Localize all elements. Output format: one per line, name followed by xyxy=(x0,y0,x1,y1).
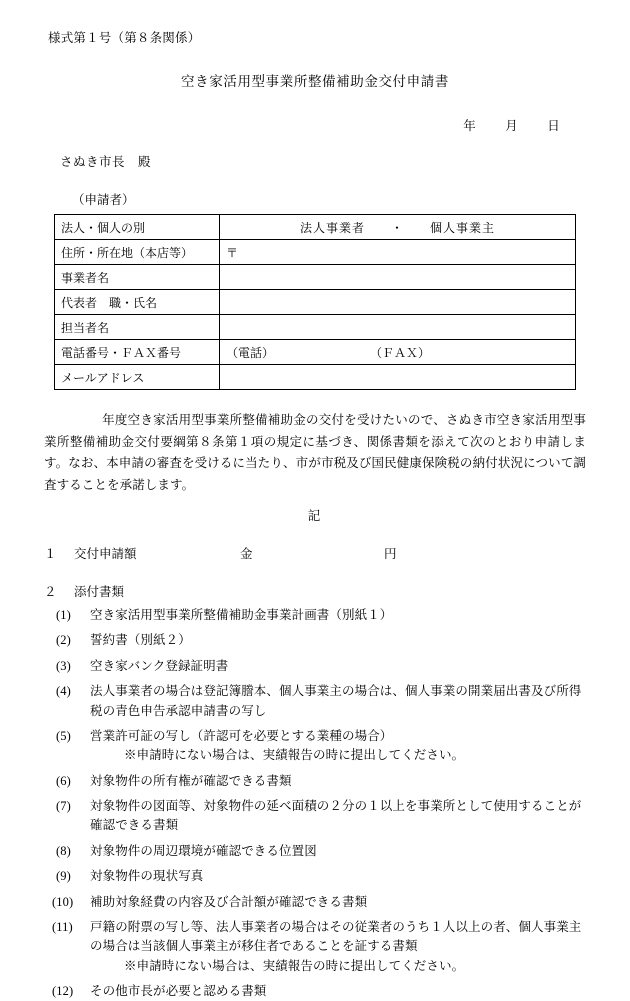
table-row xyxy=(55,215,576,240)
list-item-number: (11) xyxy=(52,919,73,934)
row-value[interactable] xyxy=(220,365,576,390)
list-item xyxy=(44,982,586,1001)
list-item xyxy=(44,893,586,912)
list-item-number: (9) xyxy=(56,869,71,884)
list-item xyxy=(44,606,586,625)
list-item xyxy=(44,657,586,676)
item-attachments xyxy=(44,582,586,600)
row-label: 事業者名 xyxy=(55,265,220,290)
table-row xyxy=(55,340,576,365)
list-item-text: 空き家活用型事業所整備補助金事業計画書（別紙１） xyxy=(90,608,393,622)
item2-number: ２ xyxy=(44,585,57,599)
applicant-table xyxy=(54,214,576,390)
attachment-list xyxy=(44,606,586,1001)
row-label: 代表者 職・氏名 xyxy=(55,290,220,315)
item-grant-amount xyxy=(44,544,586,562)
list-item-number: (6) xyxy=(56,773,71,788)
list-item-text: 法人事業者の場合は登記簿謄本、個人事業主の場合は、個人事業の開業届出書及び所得税の青色申告承認申請書の写し xyxy=(90,684,582,718)
list-item-number: (10) xyxy=(52,894,74,909)
table-row xyxy=(55,365,576,390)
row-label: メールアドレス xyxy=(55,365,220,390)
list-item-text: 補助対象経費の内容及び合計額が確認できる書類 xyxy=(90,894,368,909)
list-item xyxy=(44,797,586,836)
list-item-text: 空き家バンク登録証明書 xyxy=(90,658,229,673)
form-number: 様式第１号（第８条関係） xyxy=(48,31,201,45)
row-value[interactable] xyxy=(220,315,576,340)
table-row xyxy=(55,265,576,290)
table-row xyxy=(55,240,576,265)
list-item-text: 対象物件の所有権が確認できる書類 xyxy=(90,773,292,788)
list-item-number: (4) xyxy=(56,684,71,699)
row-label: 電話番号・ＦＡＸ番号 xyxy=(55,340,220,365)
list-item-number: (5) xyxy=(56,728,71,743)
list-item-number: (7) xyxy=(56,799,71,813)
list-item xyxy=(44,727,586,766)
date-day: 日 xyxy=(547,119,560,133)
body-paragraph-text: 年度空き家活用型事業所整備補助金の交付を受けたいので、さぬき市空き家活用型事業所整備補助金交付要綱第８条第１項の規定に基づき、関係書類を添えて次のとおり申請します。なお、本申請の審査を受けるに当たり、市が市税及び国民健康保険税の納付状況について調査することを承諾します。 xyxy=(44,413,586,492)
list-item-number: (3) xyxy=(56,658,71,673)
list-item-text: 対象物件の現状写真 xyxy=(90,869,204,884)
list-item-text: その他市長が必要と認める書類 xyxy=(90,984,267,998)
list-item-number: (1) xyxy=(56,608,71,622)
list-item-number: (12) xyxy=(52,984,74,998)
list-item-text: 対象物件の図面等、対象物件の延べ面積の２分の１以上を事業所として使用することが確認できる書類 xyxy=(90,799,582,833)
list-item xyxy=(44,918,586,976)
date-line xyxy=(44,116,586,134)
applicant-label: （申請者） xyxy=(72,193,135,207)
row-value[interactable] xyxy=(220,265,576,290)
list-item-number: (2) xyxy=(56,633,71,648)
row-label: 法人・個人の別 xyxy=(55,215,220,240)
list-item xyxy=(44,867,586,886)
item1-kin-label: 金 xyxy=(240,547,253,561)
list-item-number: (8) xyxy=(56,843,71,858)
ki-marker: 記 xyxy=(307,509,323,523)
list-item xyxy=(44,631,586,650)
row-value[interactable]: 法人事業者 ・ 個人事業主 xyxy=(220,215,576,240)
list-item-text: 誓約書（別紙２） xyxy=(90,633,191,648)
page-title: 空き家活用型事業所整備補助金交付申請書 xyxy=(181,74,449,89)
row-value[interactable] xyxy=(220,290,576,315)
list-item xyxy=(44,842,586,861)
item1-en-label: 円 xyxy=(384,547,397,561)
date-year: 年 xyxy=(463,119,476,133)
item1-number: １ xyxy=(44,547,57,561)
row-label: 住所・所在地（本店等） xyxy=(55,240,220,265)
addressee: さぬき市長 殿 xyxy=(60,155,152,169)
item2-title: 添付書類 xyxy=(74,585,125,599)
date-month: 月 xyxy=(505,119,518,133)
body-paragraph xyxy=(44,410,586,496)
item1-title: 交付申請額 xyxy=(74,547,137,561)
table-row xyxy=(55,290,576,315)
list-item xyxy=(44,772,586,791)
row-label: 担当者名 xyxy=(55,315,220,340)
row-value[interactable]: （電話） （ＦＡＸ） xyxy=(220,340,576,365)
list-item-text: 戸籍の附票の写し等、法人事業者の場合はその従業者のうち１人以上の者、個人事業主の場合は当該個人事業主が移住者であることを証する書類 xyxy=(90,919,582,954)
list-item-note: ※申請時にない場合は、実績報告の時に提出してください。 xyxy=(124,958,465,973)
list-item xyxy=(44,682,586,721)
table-row xyxy=(55,315,576,340)
row-value[interactable]: 〒 xyxy=(220,240,576,265)
list-item-text: 対象物件の周辺環境が確認できる位置図 xyxy=(90,843,317,858)
list-item-text: 営業許可証の写し（許認可を必要とする業種の場合） xyxy=(90,728,393,743)
list-item-note: ※申請時にない場合は、実績報告の時に提出してください。 xyxy=(124,748,465,763)
